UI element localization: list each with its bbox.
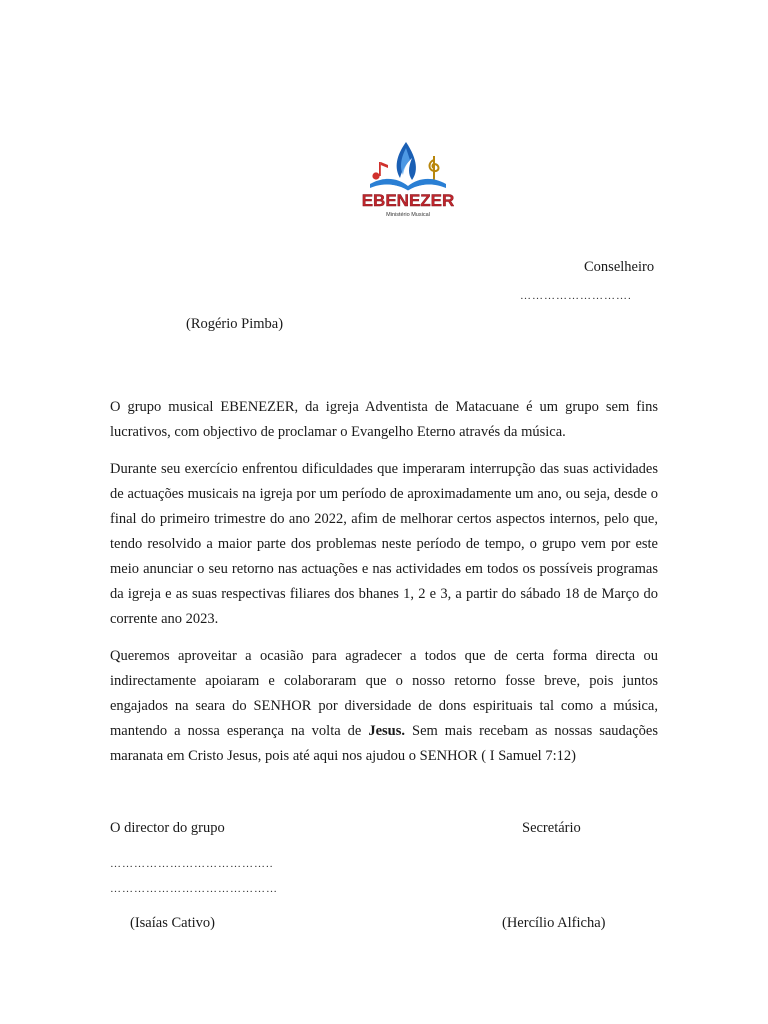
counselor-signature-line: ………………………. <box>520 290 632 302</box>
secretary-name: (Hercílio Alficha) <box>502 915 606 931</box>
paragraph-announcement: Durante seu exercício enfrentou dificuldades que imperaram interrupção das suas actividades de actuações musicais na igreja por um período de aproximadamente um ano, ou seja, desde o final do primeiro trimestre do ano 2022, afim de melhorar certos aspectos internos, pelo que, tendo resolvido a maior parte dos problemas neste período de tempo, o grupo vem por este meio anunciar o seu retorno nas actuações e nas actividades em todos os possíveis programas da igreja e as suas respectivas filiares dos bhanes 1, 2 e 3, a partir do sábado 18 de Março do corrente ano 2023. <box>110 461 658 627</box>
logo-tagline: Ministério Musical <box>386 212 430 218</box>
director-name: (Isaías Cativo) <box>130 915 215 931</box>
thanks-text-end: Sem mais recebam as nossas saudações maranata em Cristo Jesus, pois até aqui nos ajudou o SENHOR ( I Samuel 7:12) <box>110 723 658 764</box>
signature-line-2: …………………………………… <box>110 883 278 895</box>
paragraph-thanks <box>110 644 658 769</box>
signature-line-1: ………………………………….. <box>110 858 274 870</box>
secretary-title: Secretário <box>522 820 581 836</box>
logo-wordmark: EBENEZER <box>362 191 454 210</box>
director-title: O director do grupo <box>110 820 225 836</box>
counselor-role: Conselheiro <box>584 259 655 275</box>
thanks-jesus-bold: Jesus. <box>368 723 406 739</box>
thanks-text-start: Queremos aproveitar a ocasião para agradecer a todos que de certa forma directa ou indirectamente apoiaram e colaboraram que o nosso retorno fosse breve, pois juntos engajados na seara do SENHOR por diversidade de dons espirituais tal como a música, mantendo a nossa esperança na volta de <box>110 648 658 739</box>
paragraph-intro: O grupo musical EBENEZER, da igreja Adventista de Matacuane é um grupo sem fins lucrativos, com objectivo de proclamar o Evangelho Eterno através da música. <box>110 399 658 440</box>
counselor-name: (Rogério Pimba) <box>186 316 284 332</box>
ebenezer-logo <box>362 138 454 224</box>
